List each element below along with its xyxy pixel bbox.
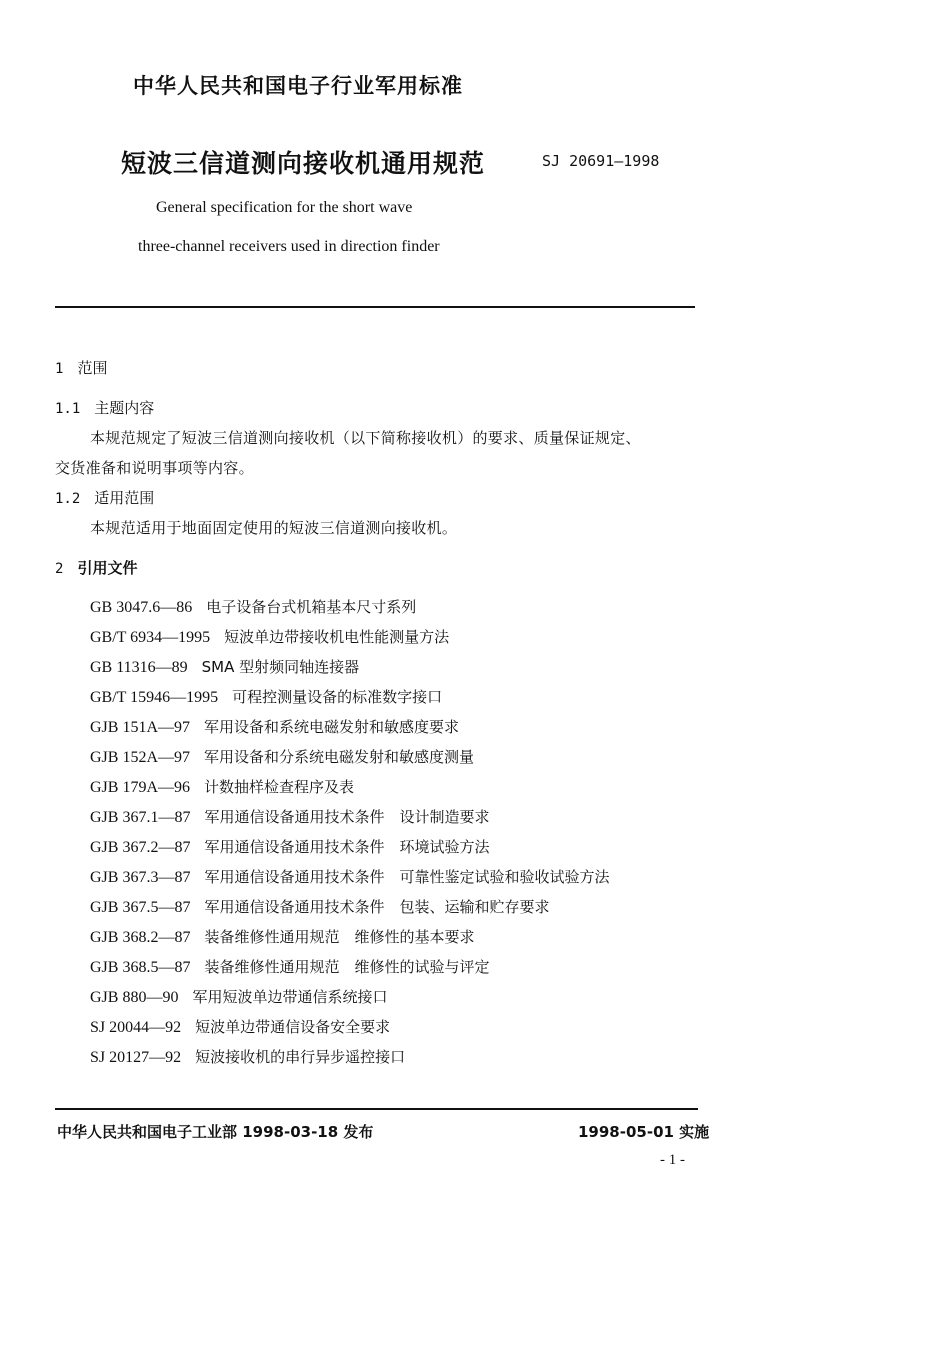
reference-item: [90, 894, 609, 924]
reference-item: [90, 834, 609, 864]
reference-item: [90, 954, 609, 984]
reference-list: [90, 594, 609, 1074]
section-number: 1.2: [55, 491, 81, 507]
reference-item: [90, 984, 609, 1014]
section-1-2-body: 本规范适用于地面固定使用的短波三信道测向接收机。: [90, 519, 458, 537]
header-divider: [55, 306, 695, 308]
standard-number: SJ 20691—1998: [542, 152, 660, 170]
reference-code: GJB 367.5—87: [90, 899, 191, 916]
reference-code: GJB 368.5—87: [90, 959, 191, 976]
reference-code: SJ 20127—92: [90, 1049, 182, 1066]
reference-title: 计数抽样检查程序及表: [204, 778, 355, 796]
reference-item: [90, 1044, 609, 1074]
reference-title: 军用通信设备通用技术条件 包装、运输和贮存要求: [204, 898, 550, 916]
reference-code: GB 11316—89: [90, 659, 188, 676]
page-number: - 1 -: [660, 1152, 685, 1168]
reference-item: [90, 744, 609, 774]
reference-code: GJB 367.1—87: [90, 809, 191, 826]
reference-title: 短波接收机的串行异步遥控接口: [195, 1048, 406, 1066]
reference-code: SJ 20044—92: [90, 1019, 182, 1036]
section-title: 范围: [77, 359, 108, 377]
reference-title: 短波单边带接收机电性能测量方法: [224, 628, 450, 646]
reference-code: GJB 367.3—87: [90, 869, 191, 886]
reference-item: [90, 774, 609, 804]
english-title-line-1: General specification for the short wave: [156, 199, 413, 216]
reference-code: GB/T 15946—1995: [90, 689, 219, 706]
issue-statement: 中华人民共和国电子工业部 1998-03-18 发布: [57, 1123, 374, 1141]
reference-title: 军用设备和系统电磁发射和敏感度要求: [204, 718, 460, 736]
reference-title: 装备维修性通用规范 维修性的试验与评定: [204, 958, 490, 976]
reference-item: [90, 924, 609, 954]
reference-code: GJB 880—90: [90, 989, 179, 1006]
footer-divider: [55, 1108, 698, 1110]
reference-title: 电子设备台式机箱基本尺寸系列: [206, 598, 417, 616]
reference-title: SMA 型射频同轴连接器: [201, 658, 360, 676]
section-number: 1.1: [55, 401, 81, 417]
reference-code: GJB 368.2—87: [90, 929, 191, 946]
reference-code: GJB 152A—97: [90, 749, 191, 766]
section-title: 主题内容: [94, 399, 155, 417]
section-2-heading: [55, 557, 137, 578]
section-number: 1: [55, 361, 64, 377]
section-1-2-heading: [55, 487, 154, 508]
section-1-1-heading: [55, 397, 154, 418]
reference-title: 短波单边带通信设备安全要求: [195, 1018, 391, 1036]
reference-item: [90, 714, 609, 744]
section-1-heading: [55, 357, 107, 378]
reference-item: [90, 654, 609, 684]
reference-item: [90, 594, 609, 624]
reference-title: 军用通信设备通用技术条件 设计制造要求: [204, 808, 490, 826]
reference-title: 军用通信设备通用技术条件 可靠性鉴定试验和验收试验方法: [204, 868, 610, 886]
reference-item: [90, 624, 609, 654]
reference-code: GJB 367.2—87: [90, 839, 191, 856]
reference-item: [90, 684, 609, 714]
reference-item: [90, 864, 609, 894]
section-1-1-body-line-2: 交货准备和说明事项等内容。: [55, 459, 254, 477]
reference-title: 军用设备和分系统电磁发射和敏感度测量: [204, 748, 475, 766]
reference-code: GB 3047.6—86: [90, 599, 193, 616]
reference-code: GJB 151A—97: [90, 719, 191, 736]
reference-item: [90, 804, 609, 834]
document-title: 短波三信道测向接收机通用规范: [121, 149, 486, 178]
reference-title: 可程控测量设备的标准数字接口: [232, 688, 443, 706]
reference-code: GJB 179A—96: [90, 779, 191, 796]
issuing-organization: 中华人民共和国电子行业军用标准: [133, 74, 463, 98]
reference-item: [90, 1014, 609, 1044]
english-title-line-2: three-channel receivers used in direction finder: [138, 238, 440, 255]
reference-title: 军用短波单边带通信系统接口: [192, 988, 388, 1006]
section-title: 适用范围: [94, 489, 155, 507]
section-1-1-body-line-1: 本规范规定了短波三信道测向接收机（以下简称接收机）的要求、质量保证规定、: [90, 429, 641, 447]
section-number: 2: [55, 561, 64, 577]
reference-title: 军用通信设备通用技术条件 环境试验方法: [204, 838, 490, 856]
section-title: 引用文件: [77, 559, 138, 577]
reference-code: GB/T 6934—1995: [90, 629, 211, 646]
reference-title: 装备维修性通用规范 维修性的基本要求: [204, 928, 475, 946]
effective-date: 1998-05-01 实施: [578, 1123, 710, 1141]
